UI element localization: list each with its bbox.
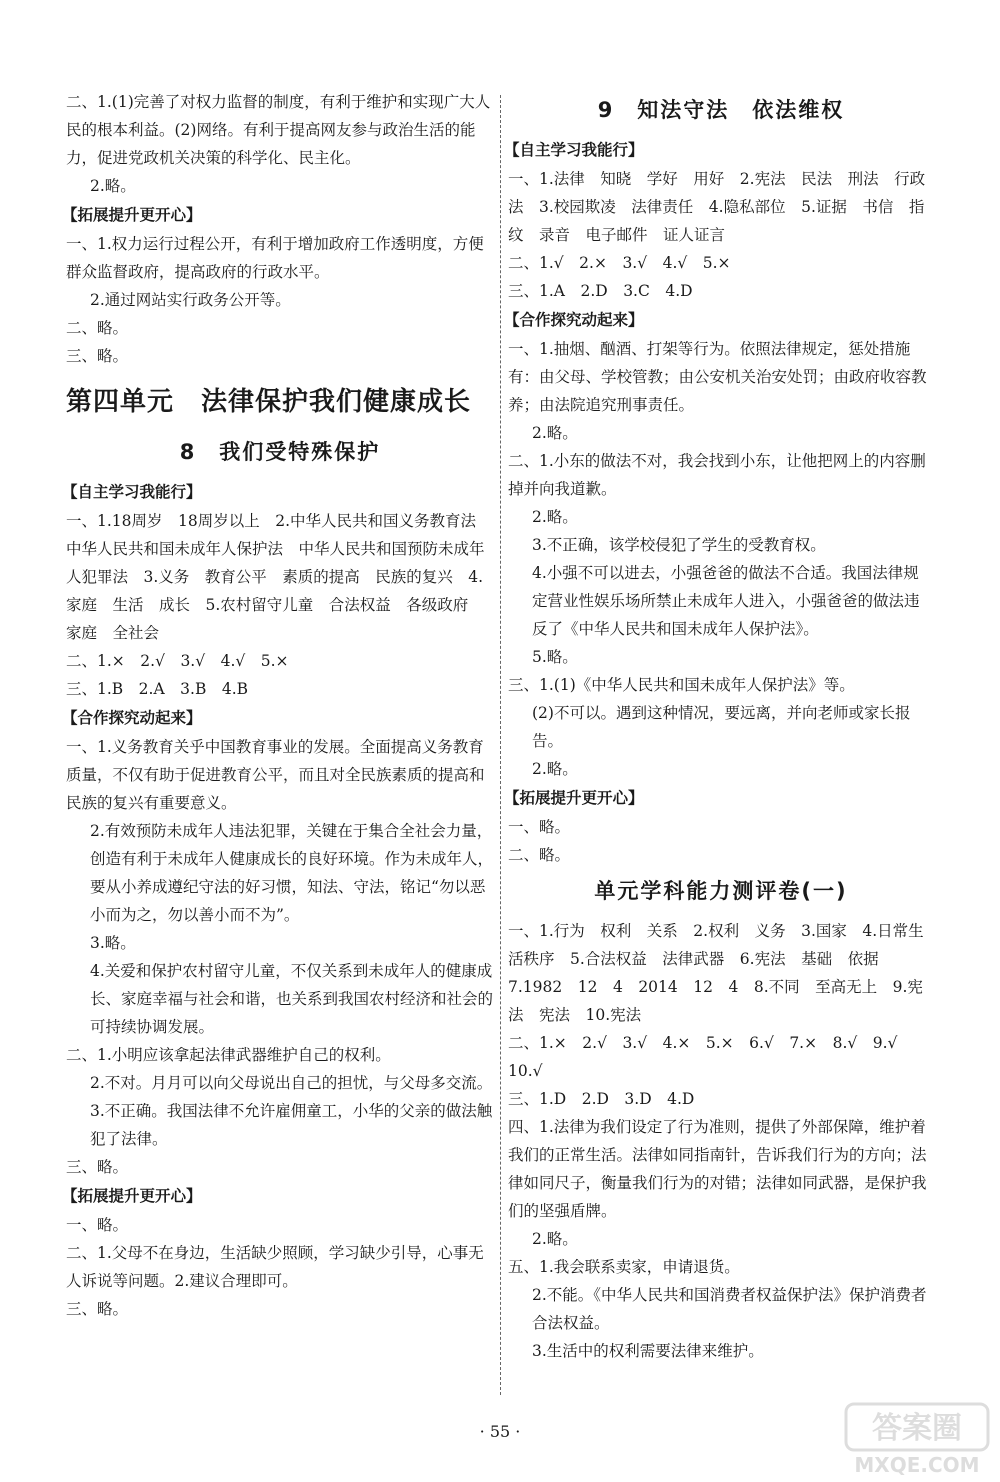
answer-line: 2.不能。《中华人民共和国消费者权益保护法》保护消费者合法权益。 — [532, 1286, 927, 1332]
left-column — [62, 88, 494, 1323]
answer-line: 2.略。 — [532, 760, 578, 778]
answer-line: 三、1.(1)《中华人民共和国未成年人保护法》等。 — [508, 676, 855, 694]
answer-line: 3.略。 — [90, 934, 136, 952]
answer-line: 二、1.× 2.√ 3.√ 4.√ 5.× — [66, 652, 289, 670]
answer-line: 二、1.× 2.√ 3.√ 4.× 5.× 6.√ 7.× 8.√ 9.√ 10.√ — [508, 1034, 913, 1080]
page-number: · 55 · — [479, 1422, 521, 1441]
answer-line: 2.有效预防未成年人违法犯罪，关键在于集合全社会力量，创造有利于未成年人健康成长的良好环境。作为未成年人，要从小养成遵纪守法的好习惯，知法、守法，铭记“勿以恶小而为之，勿以善小而不为”。 — [90, 822, 494, 924]
section-heading: 【自主学习我能行】 — [504, 141, 644, 159]
answer-line: 2.略。 — [532, 1230, 578, 1248]
answer-line: 3.不正确。我国法律不允许雇佣童工，小华的父亲的做法触犯了法律。 — [90, 1102, 493, 1148]
answer-line: 一、1.18周岁 18周岁以上 2.中华人民共和国义务教育法 中华人民共和国未成年人保护法 中华人民共和国预防未成年人犯罪法 3.义务 教育公平 素质的提高 民族的复兴 4.家庭 生活 成长 5.农村留守儿童 合法权益 各级政府 家庭 全社会 — [66, 512, 492, 642]
section-heading: 【合作探究动起来】 — [62, 709, 202, 727]
lesson-title: 9 知法守法 依法维权 — [597, 98, 845, 122]
answer-line: 2.略。 — [90, 177, 136, 195]
watermark-logo — [842, 1400, 992, 1478]
answer-line: 2.通过网站实行政务公开等。 — [90, 291, 291, 309]
answer-line: 三、略。 — [66, 1300, 129, 1318]
watermark-en: MXQE.COM — [854, 1453, 980, 1477]
section-heading: 【自主学习我能行】 — [62, 483, 202, 501]
answer-line: 一、略。 — [66, 1216, 129, 1234]
answer-line: 4.小强不可以进去，小强爸爸的做法不合适。我国法律规定营业性娱乐场所禁止未成年人进入，小强爸爸的做法违反了《中华人民共和国未成年人保护法》。 — [532, 564, 920, 638]
answer-line: 3.不正确，该学校侵犯了学生的受教育权。 — [532, 536, 826, 554]
answer-line: 5.略。 — [532, 648, 578, 666]
right-column — [504, 88, 934, 1365]
section-heading: 【拓展提升更开心】 — [504, 789, 644, 807]
answer-line: 三、略。 — [66, 347, 129, 365]
unit-title: 第四单元 法律保护我们健康成长 — [66, 387, 472, 417]
answer-line: 五、1.我会联系卖家，申请退货。 — [508, 1258, 740, 1276]
section-heading: 【合作探究动起来】 — [504, 311, 644, 329]
answer-line: 二、1.小明应该拿起法律武器维护自己的权利。 — [66, 1046, 391, 1064]
lesson-title: 单元学科能力测评卷(一) — [594, 879, 848, 903]
answer-line: 3.生活中的权利需要法律来维护。 — [532, 1342, 764, 1360]
section-heading: 【拓展提升更开心】 — [62, 1187, 202, 1205]
answer-line: 一、1.行为 权利 关系 2.权利 义务 3.国家 4.日常生活秩序 5.合法权益 法律武器 6.宪法 基础 依据 7.1982 12 4 2014 12 4 8.不同 至高无上 9.宪法 宪法 10.宪法 — [508, 922, 924, 1024]
answer-line: 一、1.权力运行过程公开，有利于增加政府工作透明度，方便群众监督政府，提高政府的行政水平。 — [66, 235, 484, 281]
answer-line: 2.略。 — [532, 424, 578, 442]
answer-line: 一、1.抽烟、酗酒、打架等行为。依照法律规定，惩处措施有：由父母、学校管教；由公安机关治安处罚；由政府收容教养；由法院追究刑事责任。 — [508, 340, 927, 414]
answer-line: 二、1.小东的做法不对，我会找到小东，让他把网上的内容删掉并向我道歉。 — [508, 452, 926, 498]
answer-line: 三、1.D 2.D 3.D 4.D — [508, 1090, 695, 1108]
section-heading: 【拓展提升更开心】 — [62, 206, 202, 224]
lesson-title: 8 我们受特殊保护 — [179, 440, 381, 464]
answer-line: 2.不对。月月可以向父母说出自己的担忧，与父母多交流。 — [90, 1074, 493, 1092]
column-divider — [500, 95, 501, 1395]
watermark-cn: 答案圈 — [872, 1411, 962, 1446]
answer-line: 一、1.义务教育关乎中国教育事业的发展。全面提高义务教育质量，不仅有助于促进教育公平，而且对全民族素质的提高和民族的复兴有重要意义。 — [66, 738, 485, 812]
answer-line: 三、1.A 2.D 3.C 4.D — [508, 282, 693, 300]
answer-line: 三、1.B 2.A 3.B 4.B — [66, 680, 249, 698]
answer-line: 三、略。 — [66, 1158, 129, 1176]
answer-line: 2.略。 — [532, 508, 578, 526]
answer-line: 4.关爱和保护农村留守儿童，不仅关系到未成年人的健康成长、家庭幸福与社会和谐，也关系到我国农村经济和社会的可持续协调发展。 — [90, 962, 494, 1036]
answer-line: 一、1.法律 知晓 学好 用好 2.宪法 民法 刑法 行政法 3.校园欺凌 法律责任 4.隐私部位 5.证据 书信 指纹 录音 电子邮件 证人证言 — [508, 170, 926, 244]
answer-line: 二、1.(1)完善了对权力监督的制度，有利于维护和实现广大人民的根本利益。(2)网络。有利于提高网友参与政治生活的能力，促进党政机关决策的科学化、民主化。 — [66, 93, 491, 167]
answer-line: (2)不可以。遇到这种情况，要远离，并向老师或家长报告。 — [532, 704, 911, 750]
answer-line: 二、略。 — [66, 319, 129, 337]
answer-line: 一、略。 — [508, 818, 571, 836]
answer-line: 二、略。 — [508, 846, 571, 864]
answer-line: 四、1.法律为我们设定了行为准则，提供了外部保障，维护着我们的正常生活。法律如同指南针，告诉我们行为的方向；法律如同尺子，衡量我们行为的对错；法律如同武器，是保护我们的坚强盾牌。 — [508, 1118, 927, 1220]
answer-line: 二、1.√ 2.× 3.√ 4.√ 5.× — [508, 254, 731, 272]
answer-line: 二、1.父母不在身边，生活缺少照顾，学习缺少引导，心事无人诉说等问题。2.建议合理即可。 — [66, 1244, 484, 1290]
